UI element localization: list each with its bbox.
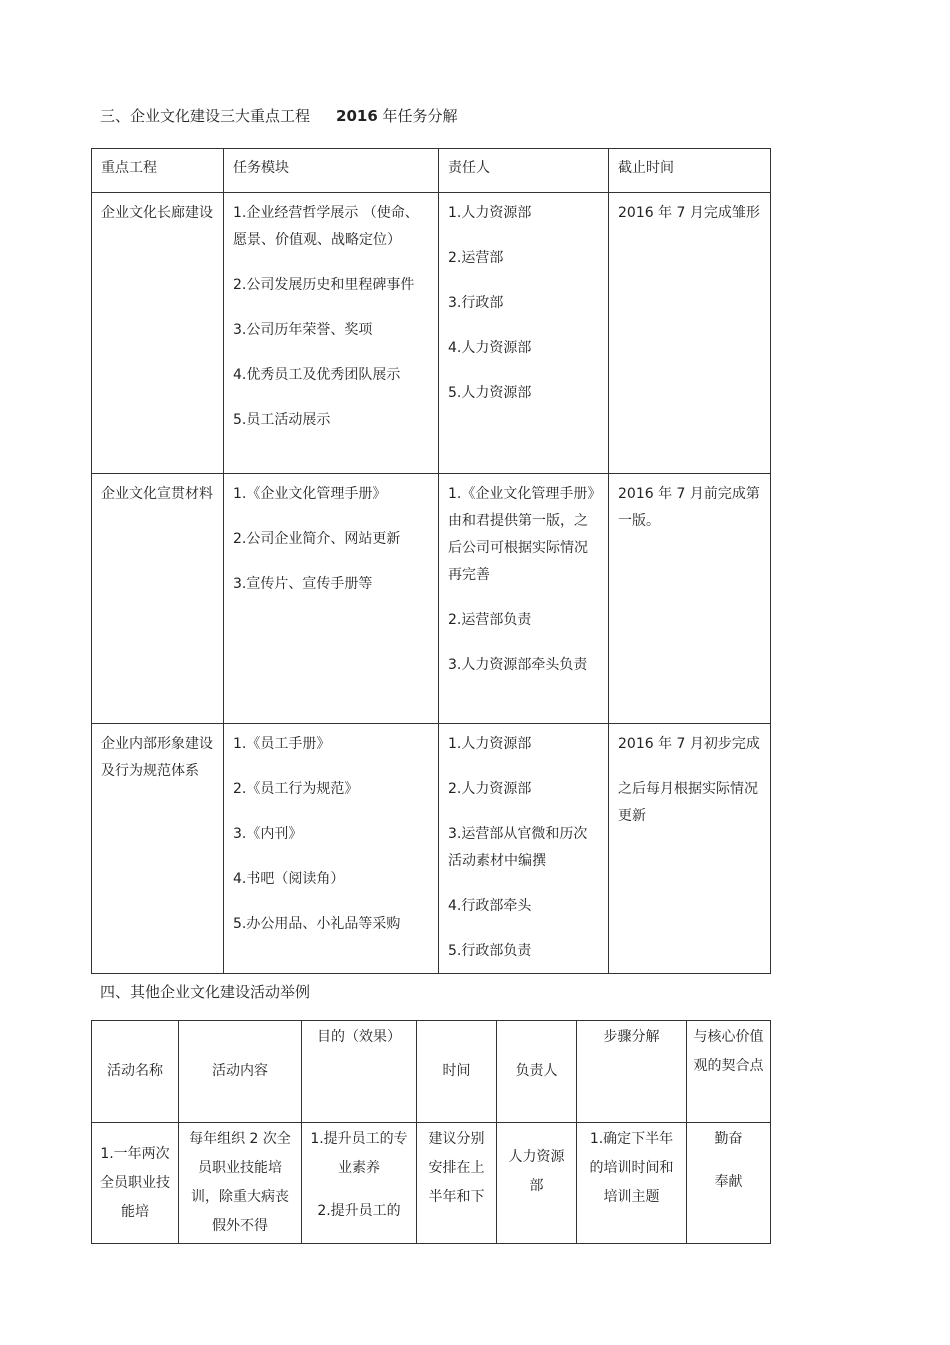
header-cell — [417, 1021, 497, 1123]
activity-content: 每年组织 2 次全员职业技能培训，除重大病丧假外不得 — [189, 1131, 291, 1234]
deadline-text: 之后每月根据实际情况更新 — [618, 781, 758, 824]
task-item: 4.书吧（阅读角） — [233, 871, 345, 887]
deadline-cell — [609, 474, 771, 724]
owners-cell — [439, 724, 609, 974]
header-owner: 负责人 — [515, 1063, 558, 1079]
owner-item: 3.人力资源部牵头负责 — [448, 657, 588, 673]
header-cell — [92, 149, 224, 193]
task-item: 4.优秀员工及优秀团队展示 — [233, 367, 401, 383]
owner-item: 3.行政部 — [448, 295, 504, 311]
header-owner: 责任人 — [448, 160, 490, 176]
header-cell — [609, 149, 771, 193]
purpose-item: 1.提升员工的专业素养 — [310, 1131, 408, 1176]
task-item: 1.《员工手册》 — [233, 736, 331, 752]
section-3-heading — [100, 105, 458, 126]
deadline-text: 2016 年 7 月前完成第一版。 — [618, 486, 760, 529]
owners-cell — [439, 193, 609, 474]
deadline-text: 2016 年 7 月完成雏形 — [618, 205, 760, 221]
header-time: 时间 — [442, 1063, 471, 1079]
core-value-item: 勤奋 — [714, 1131, 743, 1147]
table-row — [92, 474, 771, 724]
steps-cell — [577, 1123, 687, 1244]
deadline-cell — [609, 724, 771, 974]
deadline-cell — [609, 193, 771, 474]
project-cell — [92, 724, 224, 974]
table-header-row — [92, 1021, 771, 1123]
header-purpose: 目的（效果） — [317, 1029, 401, 1045]
purpose-cell — [302, 1123, 417, 1244]
header-cell — [92, 1021, 179, 1123]
table-row — [92, 1123, 771, 1244]
owner-item: 2.运营部 — [448, 250, 504, 266]
owner-item: 1.人力资源部 — [448, 736, 532, 752]
owner-item: 5.行政部负责 — [448, 943, 532, 959]
tasks-cell — [224, 193, 439, 474]
owner-item: 5.人力资源部 — [448, 385, 532, 401]
section-3-year: 2016 — [336, 107, 378, 125]
owners-cell — [439, 474, 609, 724]
key-projects-table — [91, 148, 771, 974]
owner-item: 1.《企业文化管理手册》由和君提供第一版，之后公司可根据实际情况再完善 — [448, 486, 595, 583]
tasks-cell — [224, 724, 439, 974]
section-3-title: 三、企业文化建设三大重点工程 — [100, 107, 311, 125]
header-task-module: 任务模块 — [233, 160, 289, 176]
owner-item: 2.人力资源部 — [448, 781, 532, 797]
owner-item: 4.行政部牵头 — [448, 898, 532, 914]
project-cell — [92, 193, 224, 474]
task-item: 5.员工活动展示 — [233, 412, 331, 428]
task-item: 3.《内刊》 — [233, 826, 303, 842]
task-item: 1.企业经营哲学展示 （使命、愿景、价值观、战略定位） — [233, 205, 419, 248]
header-cell — [497, 1021, 577, 1123]
owner-item: 1.人力资源部 — [448, 205, 532, 221]
activity-name-cell — [92, 1123, 179, 1244]
values-cell — [687, 1123, 771, 1244]
project-name: 企业文化宣贯材料 — [101, 486, 213, 502]
header-deadline: 截止时间 — [618, 160, 674, 176]
activity-time: 建议分别安排在上半年和下 — [428, 1131, 485, 1205]
purpose-item: 2.提升员工的 — [317, 1203, 401, 1219]
task-item: 1.《企业文化管理手册》 — [233, 486, 387, 502]
project-cell — [92, 474, 224, 724]
task-item: 2.公司企业简介、网站更新 — [233, 531, 401, 547]
header-activity-content: 活动内容 — [212, 1063, 268, 1079]
owner-item: 3.运营部从官微和历次活动素材中编撰 — [448, 826, 588, 869]
core-value-item: 奉献 — [714, 1174, 743, 1190]
deadline-text: 2016 年 7 月初步完成 — [618, 736, 760, 752]
task-item: 3.公司历年荣誉、奖项 — [233, 322, 373, 338]
section-3-title-suffix: 年任务分解 — [382, 107, 458, 125]
activity-content-cell — [179, 1123, 302, 1244]
task-item: 5.办公用品、小礼品等采购 — [233, 916, 401, 932]
activity-name: 1.一年两次全员职业技能培 — [100, 1145, 170, 1220]
header-cell — [439, 149, 609, 193]
owner-item: 2.运营部负责 — [448, 612, 532, 628]
activities-table — [91, 1020, 771, 1244]
activity-steps: 1.确定下半年的培训时间和培训主题 — [589, 1131, 674, 1205]
task-item: 2.《员工行为规范》 — [233, 781, 359, 797]
table-header-row — [92, 149, 771, 193]
table-row — [92, 724, 771, 974]
header-core-values: 与核心价值观的契合点 — [693, 1029, 764, 1074]
header-key-project: 重点工程 — [101, 160, 157, 176]
header-cell — [224, 149, 439, 193]
project-name: 企业文化长廊建设 — [101, 205, 213, 221]
section-4-heading: 四、其他企业文化建设活动举例 — [100, 983, 311, 1001]
task-item: 2.公司发展历史和里程碑事件 — [233, 277, 415, 293]
header-activity-name: 活动名称 — [107, 1063, 163, 1079]
header-cell — [687, 1021, 771, 1123]
header-cell — [302, 1021, 417, 1123]
project-name: 企业内部形象建设及行为规范体系 — [101, 736, 213, 779]
header-steps: 步骤分解 — [603, 1029, 660, 1045]
header-cell — [179, 1021, 302, 1123]
time-cell — [417, 1123, 497, 1244]
header-cell — [577, 1021, 687, 1123]
table-row — [92, 193, 771, 474]
activity-owner: 人力资源部 — [508, 1149, 565, 1194]
tasks-cell — [224, 474, 439, 724]
owner-item: 4.人力资源部 — [448, 340, 532, 356]
owner-cell — [497, 1123, 577, 1244]
task-item: 3.宣传片、宣传手册等 — [233, 576, 373, 592]
